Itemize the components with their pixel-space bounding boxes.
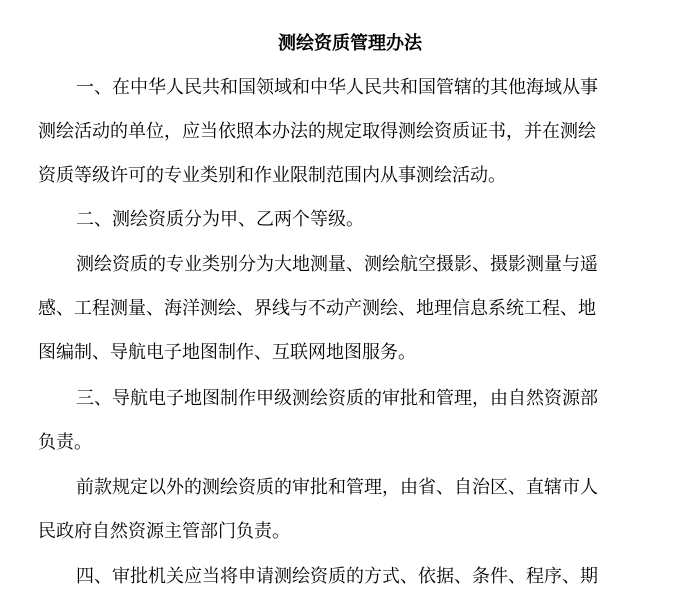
paragraph-3-line-3: 图编制、导航电子地图制作、互联网地图服务。 [38, 342, 416, 363]
paragraph-2-line-1: 二、测绘资质分为甲、乙两个等级。 [76, 209, 364, 230]
paragraph-5-line-2: 民政府自然资源主管部门负责。 [38, 521, 290, 542]
document-title: 测绘资质管理办法 [278, 33, 422, 54]
paragraph-1-line-2: 测绘活动的单位，应当依照本办法的规定取得测绘资质证书，并在测绘 [38, 121, 596, 142]
paragraph-3-line-2: 感、工程测量、海洋测绘、界线与不动产测绘、地理信息系统工程、地 [38, 298, 596, 319]
paragraph-1-line-1: 一、在中华人民共和国领域和中华人民共和国管辖的其他海域从事 [76, 77, 598, 98]
paragraph-6-line-1: 四、审批机关应当将申请测绘资质的方式、依据、条件、程序、期 [76, 566, 598, 587]
paragraph-4-line-1: 三、导航电子地图制作甲级测绘资质的审批和管理，由自然资源部 [76, 388, 598, 409]
paragraph-5-line-1: 前款规定以外的测绘资质的审批和管理，由省、自治区、直辖市人 [76, 477, 598, 498]
paragraph-1-line-3: 资质等级许可的专业类别和作业限制范围内从事测绘活动。 [38, 165, 506, 186]
paragraph-4-line-2: 负责。 [38, 432, 92, 453]
paragraph-3-line-1: 测绘资质的专业类别分为大地测量、测绘航空摄影、摄影测量与遥 [76, 254, 598, 275]
